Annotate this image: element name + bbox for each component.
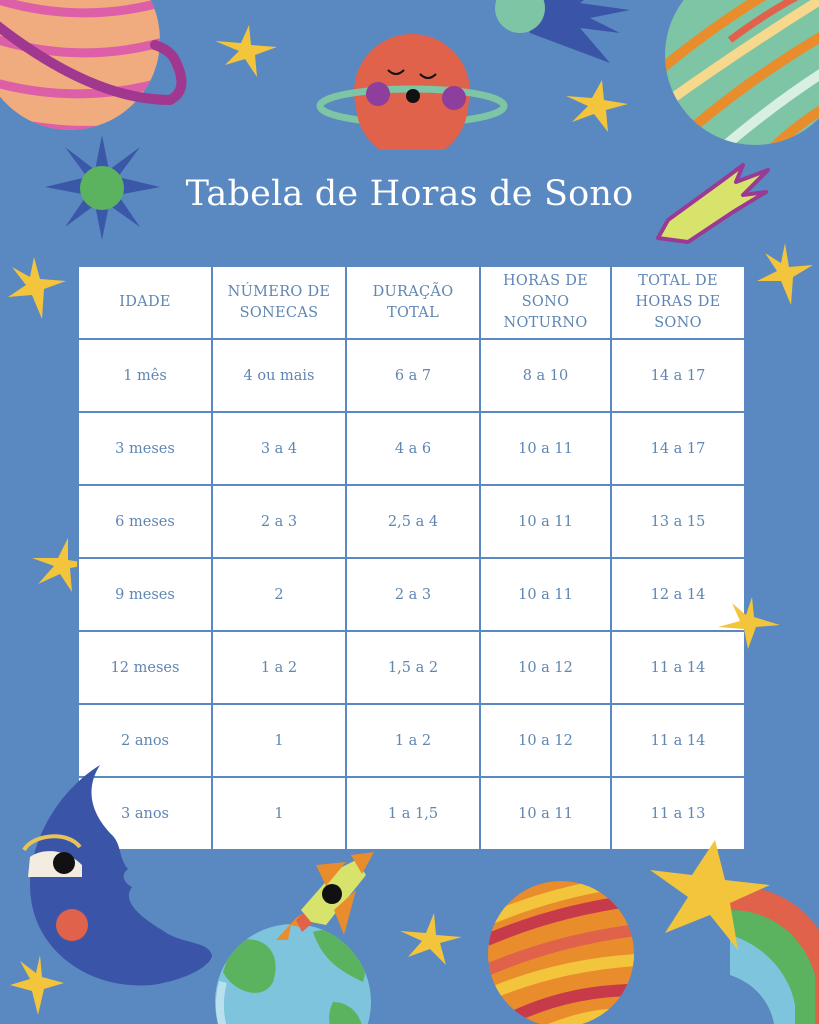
- header-age: IDADE: [78, 266, 212, 339]
- comet-icon: [490, 0, 640, 68]
- orange-planet-icon: [487, 880, 635, 1024]
- cell-total-sleep: 13 a 15: [611, 485, 745, 558]
- star-icon: [400, 913, 462, 965]
- cell-night-sleep: 10 a 11: [480, 412, 611, 485]
- green-striped-planet-icon: [660, 0, 819, 150]
- rainbow-icon: [630, 835, 819, 1024]
- page-title: Tabela de Horas de Sono: [185, 174, 634, 214]
- cell-total-duration: 1 a 2: [346, 704, 480, 777]
- cell-naps: 1: [212, 704, 346, 777]
- cell-age: 9 meses: [78, 558, 212, 631]
- cell-naps: 1 a 2: [212, 631, 346, 704]
- cell-night-sleep: 10 a 12: [480, 704, 611, 777]
- cell-night-sleep: 10 a 11: [480, 777, 611, 850]
- striped-planet-icon: [0, 0, 200, 140]
- rocket-icon: [256, 850, 376, 950]
- table-row: [78, 631, 745, 704]
- sleeping-planet-icon: [316, 34, 508, 150]
- cell-total-duration: 6 a 7: [346, 339, 480, 412]
- header-naps: NÚMERO DE SONECAS: [212, 266, 346, 339]
- cell-night-sleep: 8 a 10: [480, 339, 611, 412]
- cell-naps: 3 a 4: [212, 412, 346, 485]
- cell-night-sleep: 10 a 11: [480, 485, 611, 558]
- star-icon: [755, 243, 813, 305]
- cell-night-sleep: 10 a 11: [480, 558, 611, 631]
- cell-total-duration: 1,5 a 2: [346, 631, 480, 704]
- star-icon: [215, 25, 277, 77]
- star-icon: [10, 955, 64, 1015]
- cell-age: 6 meses: [78, 485, 212, 558]
- sleep-hours-table: [77, 265, 746, 851]
- cell-total-duration: 1 a 1,5: [346, 777, 480, 850]
- cell-total-sleep: 14 a 17: [611, 339, 745, 412]
- table-row: [78, 485, 745, 558]
- cell-naps: 1: [212, 777, 346, 850]
- cell-total-sleep: 11 a 14: [611, 704, 745, 777]
- star-icon: [8, 257, 66, 319]
- header-total-duration: DURAÇÃO TOTAL: [346, 266, 480, 339]
- cell-age: 2 anos: [78, 704, 212, 777]
- cell-total-sleep: 12 a 14: [611, 558, 745, 631]
- cell-age: 3 meses: [78, 412, 212, 485]
- star-icon: [718, 597, 780, 649]
- cell-total-sleep: 11 a 14: [611, 631, 745, 704]
- header-total-sleep: TOTAL DE HORAS DE SONO: [611, 266, 745, 339]
- table-row: [78, 339, 745, 412]
- header-night-sleep: HORAS DE SONO NOTURNO: [480, 266, 611, 339]
- star-icon: [566, 80, 628, 132]
- cell-total-duration: 2 a 3: [346, 558, 480, 631]
- cell-total-sleep: 14 a 17: [611, 412, 745, 485]
- table-header-row: [78, 266, 745, 339]
- cell-age: 12 meses: [78, 631, 212, 704]
- cell-total-duration: 4 a 6: [346, 412, 480, 485]
- cell-total-sleep: 11 a 13: [611, 777, 745, 850]
- cell-naps: 2 a 3: [212, 485, 346, 558]
- cell-age: 3 anos: [78, 777, 212, 850]
- cell-total-duration: 2,5 a 4: [346, 485, 480, 558]
- cell-naps: 4 ou mais: [212, 339, 346, 412]
- table-row: [78, 558, 745, 631]
- cell-night-sleep: 10 a 12: [480, 631, 611, 704]
- cell-naps: 2: [212, 558, 346, 631]
- table-row: [78, 412, 745, 485]
- cell-age: 1 mês: [78, 339, 212, 412]
